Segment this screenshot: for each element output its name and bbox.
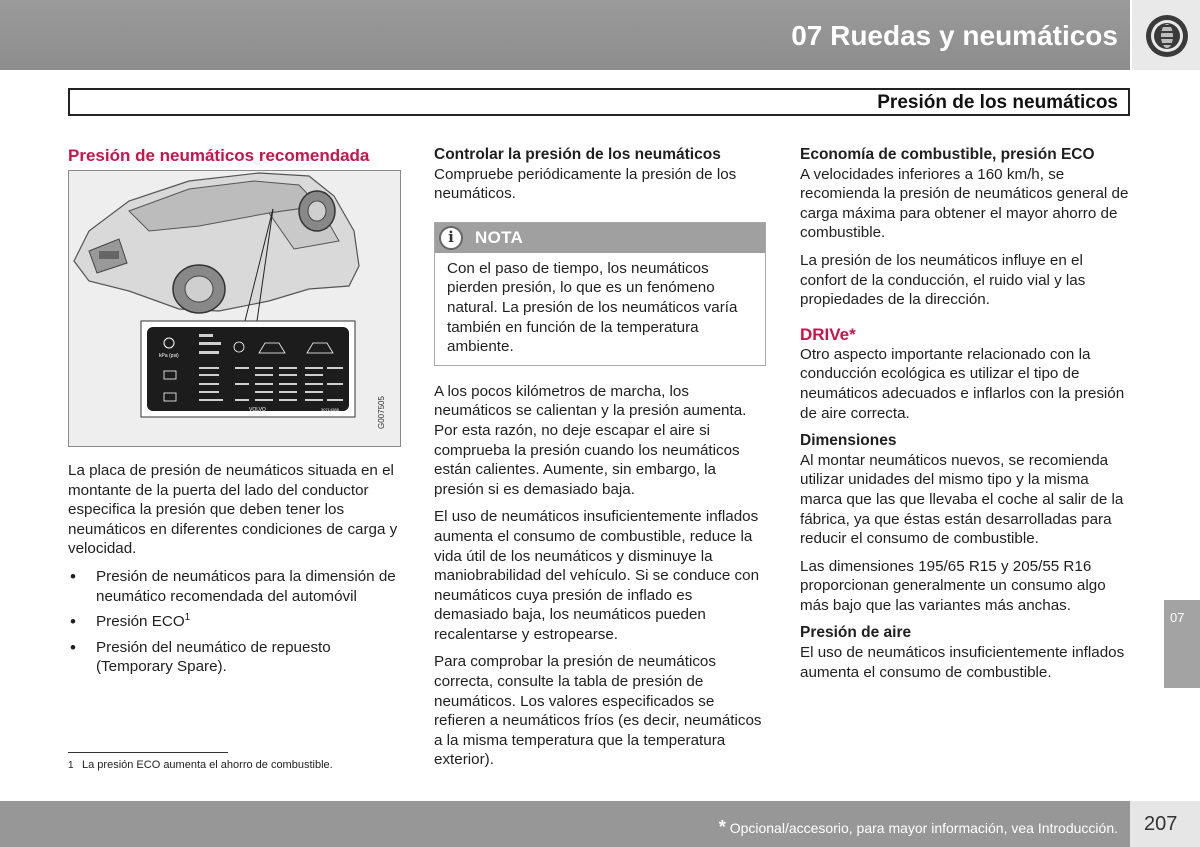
paragraph-warm-tires: A los pocos kilómetros de marcha, los neumáticos se calientan y la presión aumenta. Por esta razón, no deje escapar el aire si comprueba la presión cuando los neumáticos están calientes. Aumente, sin embargo, la presión si es demasiado baja. xyxy=(434,382,747,498)
column-right xyxy=(800,145,1132,690)
footnote-ref: 1 xyxy=(184,612,191,624)
footnote-text: La presión ECO aumenta el ahorro de combustible. xyxy=(82,759,333,771)
paragraph-eco-speed: A velocidades inferiores a 160 km/h, se recomienda la presión de neumáticos general de carga máxima para obtener el mayor ahorro de combustible. xyxy=(800,165,1129,242)
heading-check-pressure: Controlar la presión de los neumáticos xyxy=(434,146,721,163)
note-text: Con el paso de tiempo, los neumáticos pierden presión, lo que es un fenómeno natural. La presión de los neumáticos varía también en función de la temperatura ambiente. xyxy=(447,259,738,356)
eco-text: Presión ECO xyxy=(96,613,185,631)
footnote-rule xyxy=(68,752,228,753)
footer-note: Opcional/accesorio, para mayor información, vea Introducción. xyxy=(729,820,1118,836)
figure-code: G007505 xyxy=(377,396,386,429)
footnote xyxy=(68,759,333,771)
list-item: • Presión de neumáticos para la dimensión de neumático recomendada del automóvil xyxy=(68,567,403,606)
paragraph-comfort: La presión de los neumáticos influye en el confort de la conducción, el ruido vial y las propiedades de la dirección. xyxy=(800,251,1086,309)
tire-pressure-label-figure xyxy=(68,170,401,447)
list-item-eco xyxy=(68,612,403,632)
section-title: Presión de los neumáticos xyxy=(877,92,1118,113)
car-door-pillar-illustration xyxy=(69,171,402,448)
heading-dimensions: Dimensiones xyxy=(800,432,897,450)
paragraph-air-pressure: El uso de neumáticos insuficientemente inflados aumenta el consumo de combustible. xyxy=(800,644,1125,681)
paragraph-underinflated: El uso de neumáticos insuficientemente inflados aumenta el consumo de combustible, reduce la vida útil de los neumáticos y disminuye la maniobrabilidad del vehículo. Si se conduce con neumáticos cuya presión de inflado es demasiado baja, los neumáticos pueden recalentarse y estropearse. xyxy=(434,508,760,643)
heading-recommended-pressure: Presión de neumáticos recomendada xyxy=(68,146,370,165)
paragraph-check-table: Para comprobar la presión de neumáticos correcta, consulte la tabla de presión de neumáticos. Los valores especificados se refieren a neumáticos fríos (es decir, neumáticos a la misma temperatura que la temperatura exterior). xyxy=(434,653,762,769)
note-header xyxy=(435,223,765,253)
footer-band xyxy=(0,801,1130,847)
paragraph-drive: Otro aspecto importante relacionado con la conducción ecológica es utilizar el tipo de neumáticos adecuados e inflarlos con la presión de aire correcta. xyxy=(800,345,1125,422)
footnote-number: 1 xyxy=(68,760,74,771)
paragraph-sizes: Las dimensiones 195/65 R15 y 205/55 R16 proporcionan generalmente un consumo algo más bajo que las variantes más anchas. xyxy=(800,557,1106,614)
tire-icon xyxy=(1143,12,1191,60)
page-number-box xyxy=(1130,801,1200,847)
pressure-types-list xyxy=(68,567,403,677)
note-box xyxy=(434,222,766,366)
section-bar xyxy=(68,88,1130,116)
footer-text xyxy=(719,817,1118,838)
heading-air-pressure: Presión de aire xyxy=(800,624,912,642)
heading-drive: DRIVe* xyxy=(800,324,856,344)
header-icon-box xyxy=(1130,0,1200,70)
column-left xyxy=(68,145,403,683)
label-kpa-text: kPa (psi) xyxy=(159,353,179,359)
paragraph-check-intro: Compruebe periódicamente la presión de los neumáticos. xyxy=(434,165,737,203)
chapter-side-tab xyxy=(1164,600,1200,688)
info-icon: i xyxy=(439,226,463,250)
asterisk-symbol: * xyxy=(718,817,726,837)
label-part-number-text: 30714388 xyxy=(321,407,339,412)
heading-eco-pressure: Economía de combustible, presión ECO xyxy=(800,146,1095,163)
column-middle xyxy=(434,145,766,778)
note-label: NOTA xyxy=(475,227,524,247)
paragraph-new-tires: Al montar neumáticos nuevos, se recomienda utilizar unidades del mismo tipo y la misma marca que las que llevaba el coche al salir de la fábrica, ya que éstas están desarrolladas para reducir el consumo de combustible. xyxy=(800,451,1124,548)
page-number: 207 xyxy=(1144,813,1178,835)
side-tab-label: 07 xyxy=(1170,610,1185,625)
list-item: • Presión del neumático de repuesto (Temporary Spare). xyxy=(68,638,403,677)
paragraph-pressure-plate: La placa de presión de neumáticos situada en el montante de la puerta del lado del conductor especifica la presión que deben tener los neumáticos en diferentes condiciones de carga y velocidad. xyxy=(68,462,398,558)
chapter-title: 07 Ruedas y neumáticos xyxy=(791,20,1118,51)
label-brand-text: VOLVO xyxy=(249,407,266,413)
